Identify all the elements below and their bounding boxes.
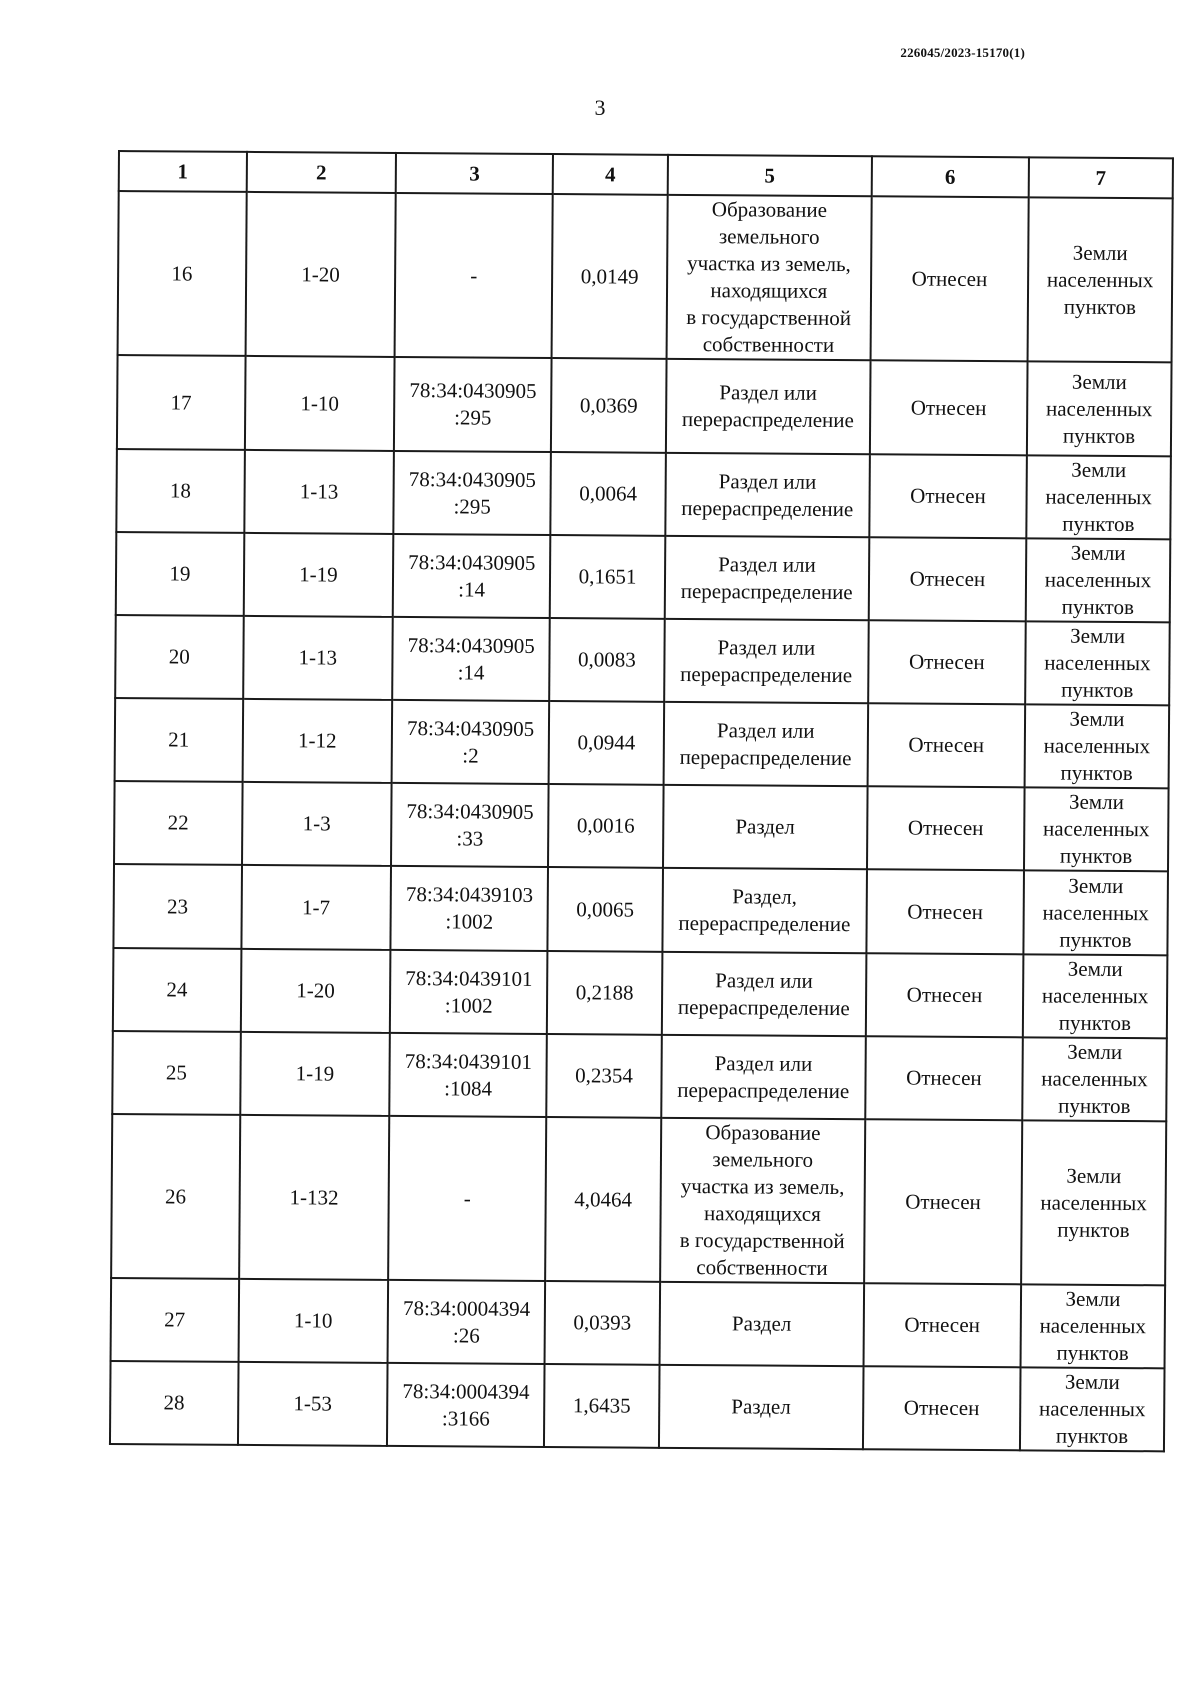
formation-method-text: Раздел (735, 814, 795, 839)
land-category (1020, 1284, 1165, 1368)
formation-method-text: Раздел или перераспределение (679, 717, 852, 770)
assignment-status-text: Отнесен (903, 1395, 980, 1421)
table-row (111, 1114, 1166, 1285)
row-number-text: 28 (163, 1390, 185, 1415)
area-value (545, 1117, 661, 1282)
assignment-status-text: Отнесен (910, 483, 986, 509)
table-row (111, 1278, 1166, 1368)
land-plots-table (109, 150, 1174, 1452)
table-row (117, 355, 1172, 456)
row-number-text: 16 (171, 260, 193, 286)
row-number-text: 24 (166, 977, 188, 1002)
cadastral-number-text: 78:34:0004394 :26 (402, 1295, 531, 1348)
formation-method-text: Раздел, перераспределение (678, 884, 851, 937)
formation-method (664, 619, 869, 703)
assignment-status-text: Отнесен (904, 1312, 981, 1338)
formation-method-text: Образование земельного участка из земель, находящихся в государственной собственности (679, 1120, 845, 1280)
table-row (115, 615, 1170, 705)
area-value (551, 358, 666, 453)
points-range-text: 1-10 (293, 1308, 333, 1333)
area-value-text: 4,0464 (574, 1186, 633, 1212)
cadastral-number-text: - (470, 262, 478, 288)
row-number (111, 1278, 239, 1362)
row-number (110, 1361, 238, 1445)
row-number (113, 864, 241, 949)
formation-method (659, 1365, 864, 1449)
points-range-text: 1-20 (301, 261, 340, 287)
formation-method-text: Раздел или перераспределение (677, 967, 850, 1020)
assignment-status (864, 1119, 1022, 1284)
area-value-text: 0,0064 (579, 481, 638, 506)
area-value-text: 0,0944 (577, 730, 636, 755)
cadastral-number-text: 78:34:0439101 :1002 (405, 965, 533, 1018)
column-header: 4 (553, 154, 668, 195)
points-range (239, 1115, 390, 1280)
land-category (1026, 538, 1171, 622)
formation-method (665, 453, 870, 537)
cadastral-number (394, 357, 552, 452)
assignment-status-text: Отнесен (906, 982, 983, 1008)
assignment-status-text: Отнесен (909, 566, 986, 592)
points-range-text: 1-7 (302, 894, 331, 919)
cadastral-number-text: 78:34:0430905 :14 (407, 632, 535, 685)
points-range (245, 356, 395, 451)
table-row (116, 449, 1171, 539)
row-number-text: 19 (169, 561, 191, 586)
row-number (113, 948, 241, 1032)
table-body (110, 191, 1173, 1451)
area-value-text: 0,0083 (578, 647, 636, 672)
assignment-status-text: Отнесен (908, 649, 985, 675)
assignment-status (869, 537, 1027, 621)
row-number (118, 191, 247, 356)
area-value-text: 0,0149 (580, 263, 639, 289)
row-number (117, 355, 245, 450)
cadastral-number-text: 78:34:0439101 :1084 (404, 1048, 532, 1101)
cadastral-number (389, 1033, 547, 1117)
formation-method-text: Раздел (731, 1394, 791, 1419)
assignment-status-text: Отнесен (907, 899, 983, 924)
assignment-status (863, 1283, 1021, 1367)
points-range (241, 865, 391, 950)
points-range (243, 533, 393, 617)
assignment-status (868, 620, 1026, 704)
area-value (550, 535, 665, 619)
formation-method-text: Раздел (731, 1311, 792, 1336)
land-category-text: Земли населенных пунктов (1044, 623, 1151, 703)
land-category-text: Земли населенных пунктов (1041, 1039, 1148, 1119)
assignment-status (863, 1366, 1021, 1450)
formation-method (663, 785, 868, 869)
area-value-text: 0,0393 (573, 1310, 632, 1335)
table-row (113, 864, 1168, 955)
points-range (245, 192, 396, 357)
table-row (116, 532, 1171, 622)
area-value (552, 194, 668, 359)
assignment-status (867, 786, 1025, 870)
cadastral-number-text: 78:34:0439103 :1002 (405, 882, 534, 934)
row-number-text: 25 (165, 1060, 187, 1085)
cadastral-number (388, 1280, 546, 1364)
formation-method-text: Раздел или перераспределение (681, 468, 854, 521)
cadastral-number-text: 78:34:0004394 :3166 (402, 1378, 530, 1431)
points-range (242, 699, 392, 783)
assignment-status (867, 703, 1025, 787)
cadastral-number (387, 1363, 545, 1447)
points-range-text: 1-3 (302, 811, 331, 836)
formation-method-text: Раздел или перераспределение (681, 380, 854, 433)
area-value (548, 784, 663, 868)
column-header: 6 (872, 156, 1029, 197)
points-range (241, 949, 391, 1033)
formation-method (665, 536, 870, 620)
row-number-text: 23 (166, 893, 189, 919)
cadastral-number (391, 783, 549, 867)
points-range-text: 1-13 (298, 645, 338, 670)
area-value (551, 452, 666, 536)
table-row (112, 1031, 1167, 1121)
land-category-text: Земли населенных пунктов (1039, 1286, 1147, 1366)
area-value (545, 1281, 660, 1365)
cadastral-number (392, 617, 550, 701)
cadastral-number (393, 534, 551, 618)
area-value (546, 1034, 661, 1118)
points-range-text: 1-53 (293, 1391, 332, 1416)
cadastral-number-text: 78:34:0430905 :14 (408, 549, 536, 602)
land-category-text: Земли населенных пунктов (1045, 457, 1152, 537)
cadastral-number (388, 1116, 546, 1281)
land-category-text: Земли населенных пунктов (1044, 540, 1152, 620)
formation-method (661, 1035, 866, 1119)
row-number (115, 698, 243, 782)
area-value-text: 0,2188 (575, 980, 634, 1005)
assignment-status (870, 360, 1028, 455)
assignment-status-text: Отнесен (905, 1189, 981, 1214)
cadastral-number (393, 451, 551, 535)
points-range-text: 1-20 (296, 978, 335, 1003)
formation-method (660, 1118, 865, 1283)
formation-method (659, 1282, 864, 1366)
formation-method-text: Образование земельного участка из земель, находящихся в государственной собственности (686, 197, 852, 358)
area-value-text: 0,0016 (576, 813, 635, 838)
assignment-status-text: Отнесен (906, 1065, 982, 1091)
cadastral-number (390, 950, 548, 1034)
land-category (1025, 704, 1170, 788)
points-range-text: 1-19 (299, 562, 338, 587)
area-value-text: 0,0065 (576, 896, 635, 922)
land-category (1023, 954, 1168, 1038)
land-category-text: Земли населенных пунктов (1041, 956, 1149, 1036)
row-number-text: 21 (168, 727, 190, 752)
points-range-text: 1-10 (300, 390, 339, 416)
row-number-text: 22 (167, 810, 189, 835)
land-category (1026, 455, 1171, 539)
land-category-text: Земли населенных пунктов (1040, 1163, 1147, 1242)
area-value (547, 951, 662, 1035)
land-category (1022, 1037, 1167, 1121)
points-range (244, 450, 394, 534)
cadastral-number (391, 866, 549, 951)
land-category (1027, 197, 1172, 362)
formation-method-text: Раздел или перераспределение (680, 551, 853, 604)
land-category (1027, 361, 1172, 456)
points-range-text: 1-13 (299, 479, 339, 504)
land-category-text: Земли населенных пунктов (1042, 789, 1150, 869)
row-number (116, 532, 244, 616)
formation-method (666, 195, 871, 360)
points-range (243, 616, 393, 700)
points-range (238, 1362, 388, 1446)
land-category-text: Земли населенных пунктов (1042, 873, 1149, 952)
row-number-text: 17 (170, 389, 192, 415)
column-header: 1 (119, 151, 247, 192)
column-header: 3 (396, 153, 553, 194)
table-row (115, 698, 1170, 788)
row-number (111, 1114, 240, 1279)
land-category (1020, 1367, 1165, 1451)
formation-method-text: Раздел или перераспределение (680, 634, 853, 687)
row-number-text: 27 (164, 1307, 186, 1332)
points-range (242, 782, 392, 866)
cadastral-number-text: 78:34:0430905 :2 (406, 715, 535, 768)
area-value-text: 1,6435 (572, 1393, 631, 1418)
area-value (549, 701, 664, 785)
table-row (110, 1361, 1165, 1451)
page-number: 3 (594, 95, 606, 120)
points-range (240, 1032, 390, 1116)
cadastral-number-text: 78:34:0430905 :295 (408, 466, 537, 519)
table-row (118, 191, 1173, 362)
assignment-status (866, 869, 1024, 954)
land-category (1024, 787, 1169, 871)
row-number (112, 1031, 240, 1115)
formation-method (662, 868, 867, 953)
column-header: 5 (667, 155, 871, 196)
points-range (238, 1279, 388, 1363)
area-value (548, 867, 663, 952)
cadastral-number (392, 700, 550, 784)
land-category (1021, 1120, 1166, 1285)
assignment-status-text: Отнесен (910, 395, 987, 420)
row-number (116, 449, 244, 533)
land-category-text: Земли населенных пунктов (1043, 706, 1151, 786)
row-number (115, 615, 243, 699)
row-number-text: 18 (169, 478, 192, 503)
assignment-status-text: Отнесен (907, 815, 984, 841)
row-number (114, 781, 242, 865)
area-value (544, 1364, 659, 1448)
formation-method (662, 952, 867, 1036)
land-category-text: Земли населенных пунктов (1038, 1369, 1146, 1449)
document-id: 226045/2023-15170(1) (900, 45, 1025, 60)
area-value (549, 618, 664, 702)
points-range-text: 1-12 (297, 728, 337, 753)
area-value-text: 0,2354 (575, 1063, 634, 1088)
assignment-status (870, 196, 1028, 361)
land-category-text: Земли населенных пунктов (1046, 240, 1154, 319)
land-category (1023, 870, 1168, 955)
points-range-text: 1-132 (289, 1184, 339, 1210)
assignment-status (866, 953, 1024, 1037)
row-number-text: 20 (168, 644, 190, 669)
cadastral-number (395, 193, 553, 358)
table-row (114, 781, 1169, 871)
formation-method (666, 359, 871, 454)
column-header: 7 (1029, 157, 1173, 198)
row-number-text: 26 (164, 1183, 187, 1209)
table-row (113, 948, 1168, 1038)
assignment-status (865, 1036, 1023, 1120)
formation-method-text: Раздел или перераспределение (677, 1050, 850, 1103)
area-value-text: 0,0369 (579, 392, 638, 418)
land-category-text: Земли населенных пунктов (1045, 369, 1153, 448)
points-range-text: 1-19 (295, 1061, 335, 1086)
cadastral-number-text: - (463, 1185, 471, 1210)
cadastral-number-text: 78:34:0430905 :295 (409, 378, 537, 430)
land-category (1025, 621, 1170, 705)
formation-method (663, 702, 868, 786)
assignment-status (869, 454, 1027, 538)
assignment-status-text: Отнесен (908, 732, 985, 758)
cadastral-number-text: 78:34:0430905 :33 (406, 798, 534, 851)
column-header: 2 (246, 152, 396, 193)
area-value-text: 0,1651 (578, 564, 637, 589)
assignment-status-text: Отнесен (911, 266, 988, 291)
